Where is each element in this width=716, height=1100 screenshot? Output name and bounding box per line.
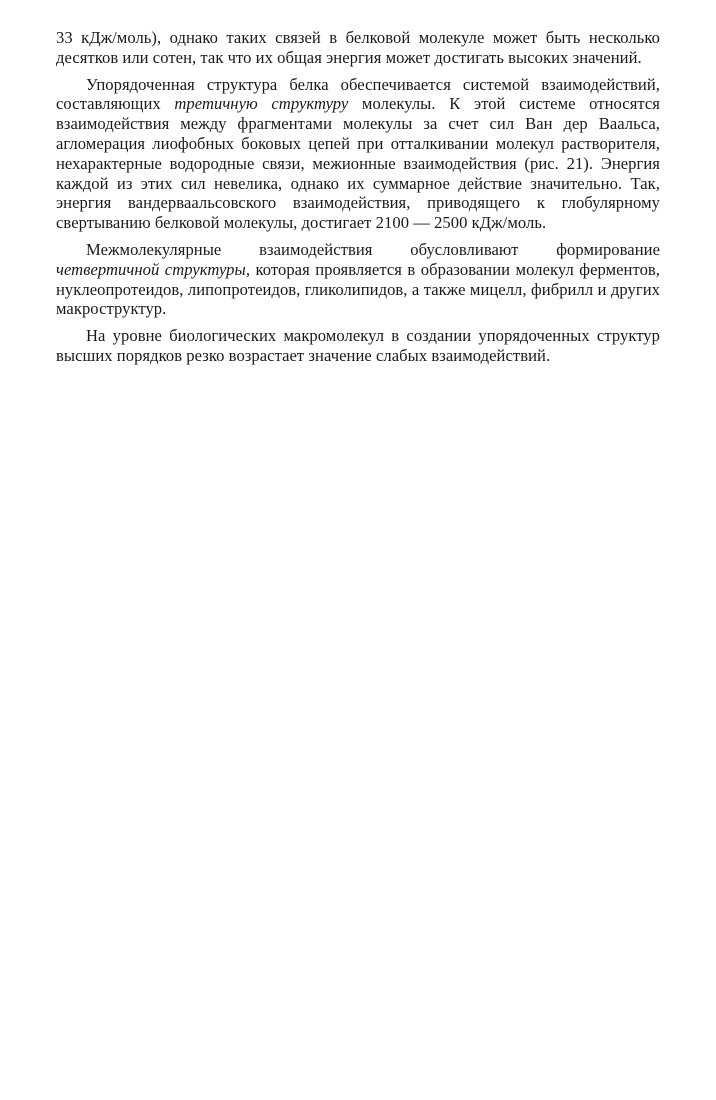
italic-term-tertiary-structure: третичную структуру — [174, 94, 349, 114]
text-segment: молекулы. К этой системе относятся взаимодействия между фрагментами молекулы за счет сил Ван дер Ваальса, агломерация лиофобных боковых цепей при отталкивании молекул растворителя, нехарактерные водородные связи, межионные взаимодействия (рис. 21). Энергия каждой из этих сил невелика, однако их суммарное действие значительно. Так, энергия вандерваальсовского взаимодействия, приводящего к глобулярному свертыванию белковой молекулы, достигает 2100 — 2500 кДж/моль. — [56, 94, 660, 233]
paragraph-4 — [56, 326, 660, 366]
paragraph-2 — [56, 75, 660, 233]
text-segment: Упорядоченная структура белка обеспечивается системой взаимодействий, составляющих — [56, 74, 660, 114]
text-segment: Межмолекулярные взаимодействия обусловливают формирование — [86, 239, 660, 259]
paragraph-3 — [56, 240, 660, 319]
text-segment: На уровне биологических макромолекул в создании упорядоченных структур высших порядков резко возрастает значение слабых взаимодействий. — [56, 326, 660, 365]
italic-term-quaternary-structure: четвертичной структуры, — [56, 259, 251, 279]
document-page — [56, 28, 660, 373]
paragraph-1 — [56, 28, 660, 68]
text-segment: которая проявляется в образовании молекул ферментов, нуклеопротеидов, липопротеидов, гликолипидов, а также мицелл, фибрилл и других макроструктур. — [56, 259, 660, 319]
text-segment: 33 кДж/моль), однако таких связей в белковой молекуле может быть несколько десятков или сотен, так что их общая энергия может достигать высоких значений. — [56, 28, 660, 67]
